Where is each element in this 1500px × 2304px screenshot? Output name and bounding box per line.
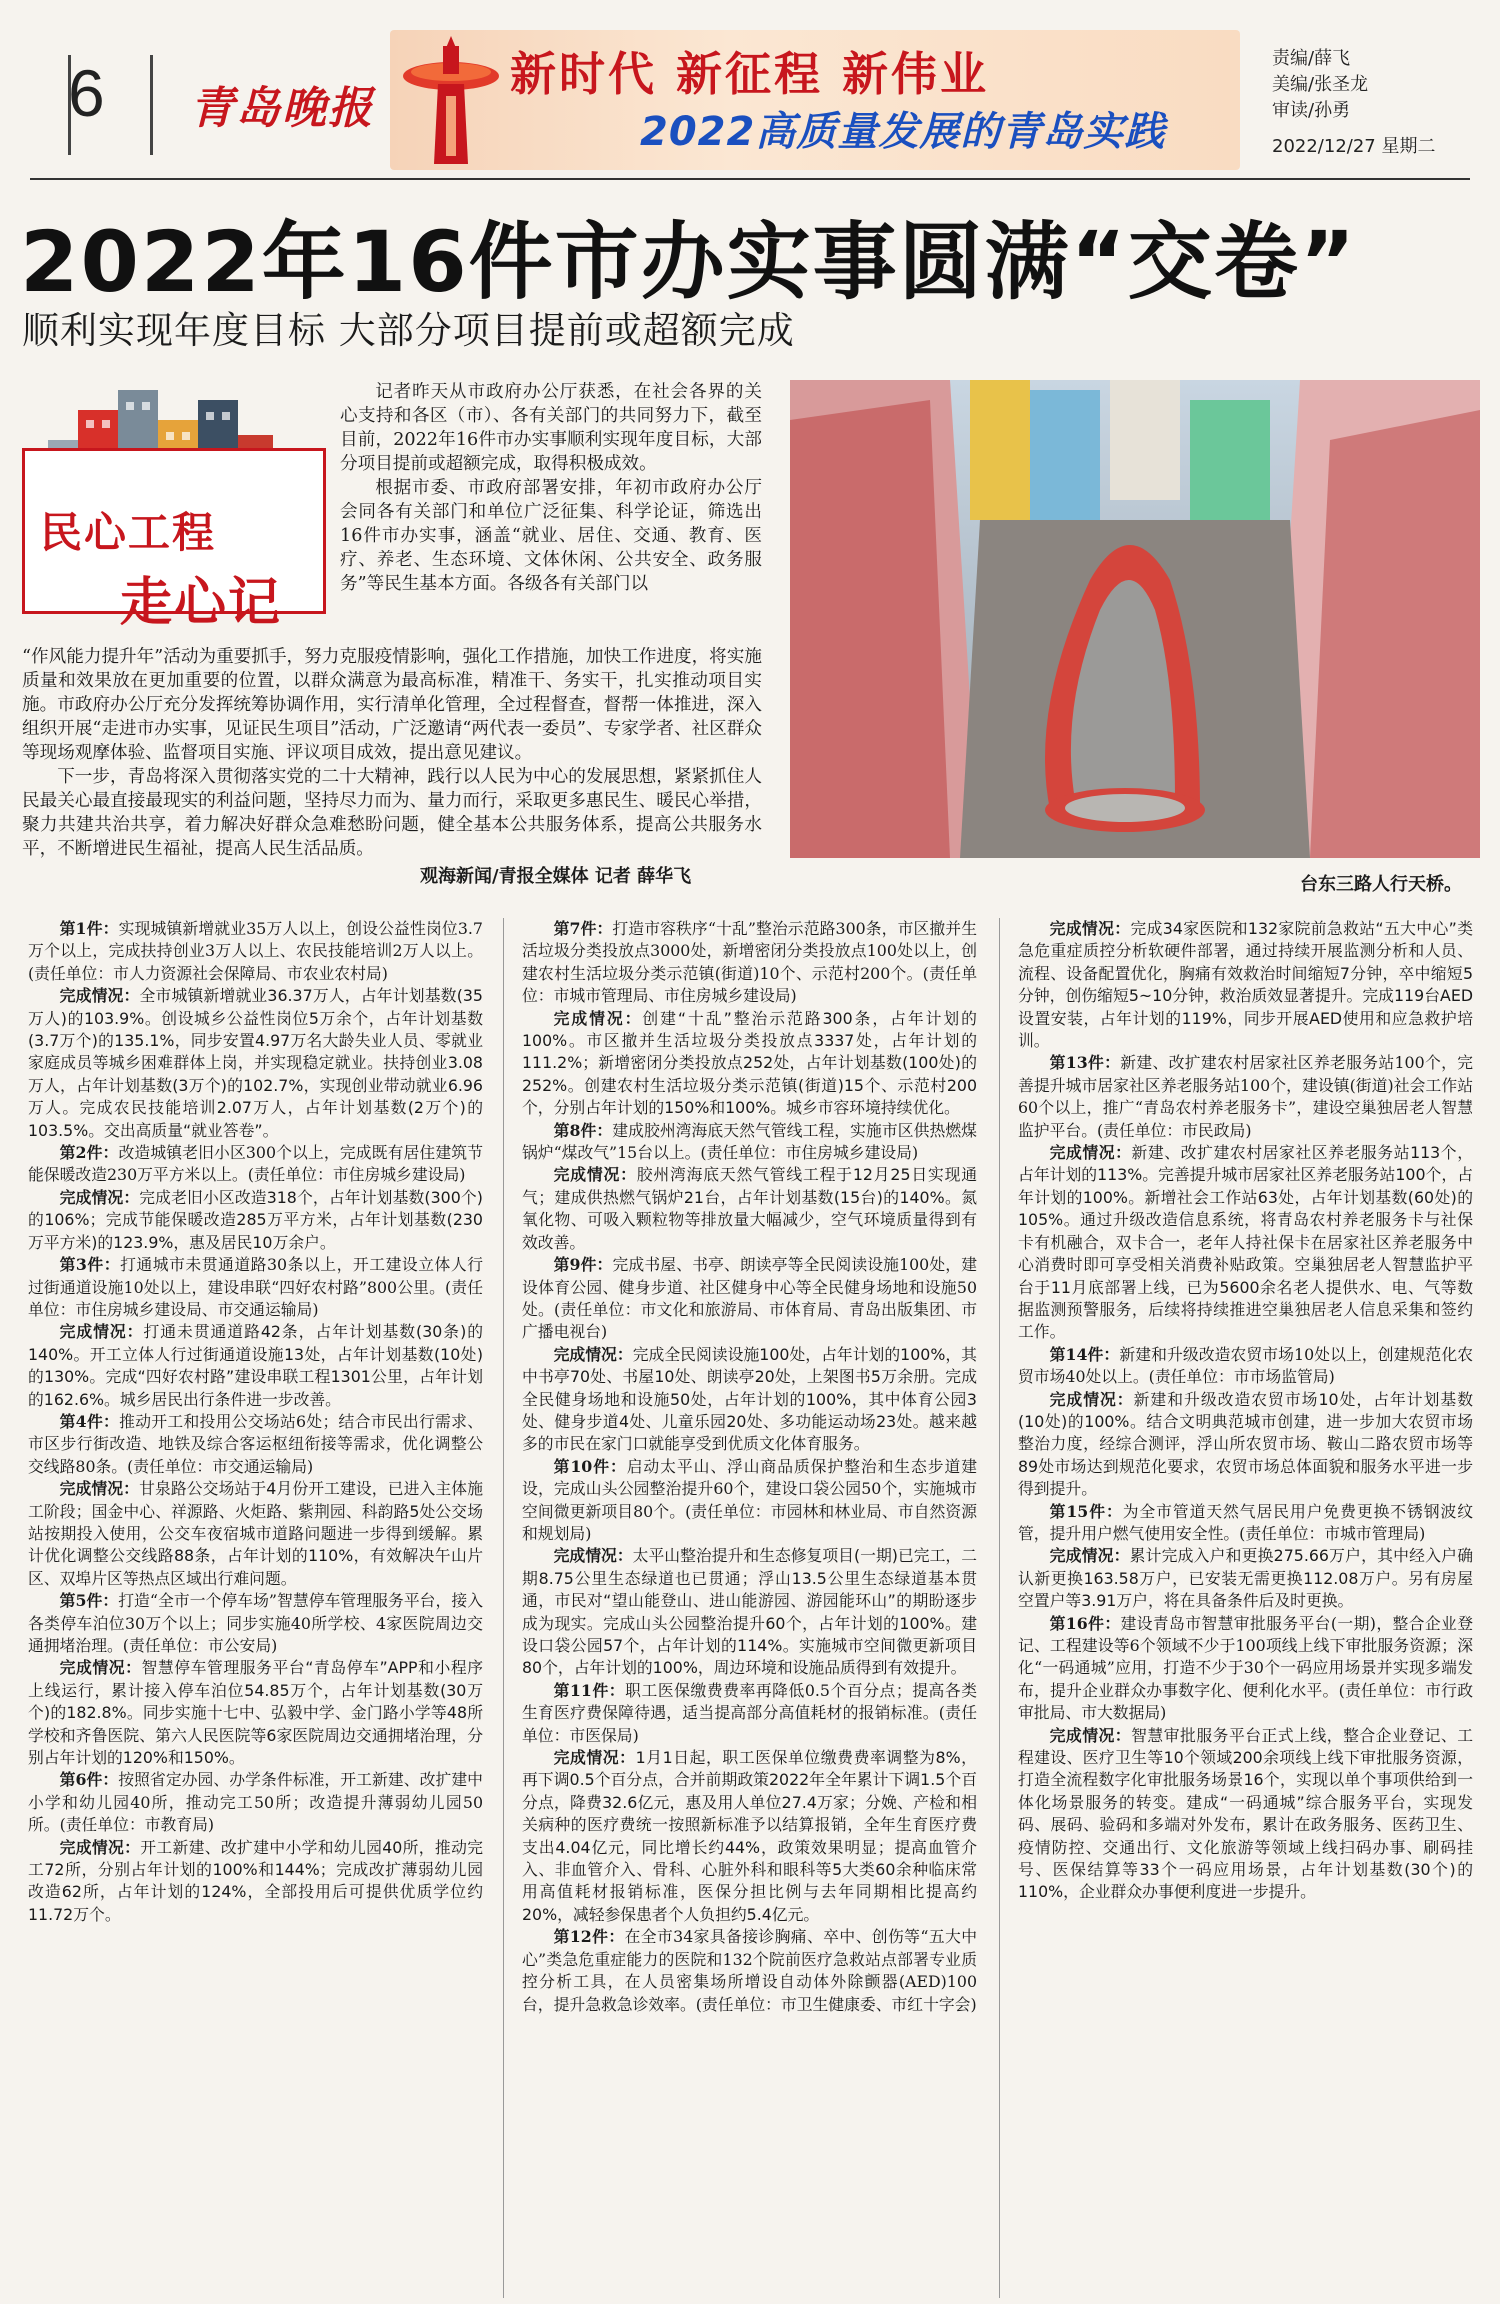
item-result: 完成全民阅读设施100处，占年计划的100%，其中书亭70处、书屋10处、朗读亭20处，上架图书5万余册。完成全民健身场地和设施50处，占年计划的100%，其中体育公园3处、健身步道4处、儿童乐园20处、多功能运动场23处。越来越多的市民在家门口就能享受到优质文化体育服务。 [522,1344,977,1454]
page-number: 6 [68,56,105,130]
item-number: 第1件： [59,919,119,938]
done-label: 完成情况： [1049,1546,1130,1566]
item-result: 新建和升级改造农贸市场10处，占年计划基数(10处)的100%。结合文明典范城市创建，进一步加大农贸市场整治力度，经综合测评，浮山所农贸市场、鞍山二路农贸市场等89处市场达到规范化要求，农贸市场总体面貌和服务水平进一步得到提升。 [1018,1389,1473,1499]
done-label: 完成情况： [1049,1725,1132,1745]
item-9 [522,1254,977,1456]
done-label: 完成情况： [553,1546,633,1566]
item-number: 第8件： [553,1120,613,1140]
item-5 [28,1590,483,1769]
item-number: 第14件： [1049,1344,1120,1364]
item-result: 创建“十乱”整治示范路300条，占年计划的100%。市区撤并生活垃圾分类投放点3337处，占年计划的111.2%；新增密闭分类投放点252处，占年计划基数(100处)的252%。创建农村生活垃圾分类示范镇(街道)15个、示范村200个，分别占年计划的150%和100%。城乡市容环境持续优化。 [522,1008,977,1118]
item-11 [522,1680,977,1926]
item-task: 打通城市未贯通道路30条以上，开工建设立体人行过街通道设施10处以上，建设串联“四好农村路”800公里。(责任单位：市住房城乡建设局、市交通运输局) [28,1255,483,1319]
item-result: 打通未贯通道路42条，占年计划基数(30条)的140%。开工立体人行过街通道设施13处，占年计划基数(10处)的130%。完成“四好农村路”建设串联工程1301公里，占年计划的162.6%。城乡居民出行条件进一步改善。 [28,1322,483,1409]
item-result: 累计完成入户和更换275.66万户，其中经入户确认新更换163.58万户，已安装无需更换112.08万户。另有房屋空置户等3.91万户，将在具备条件后及时更换。 [1018,1546,1473,1611]
item-task: 建设青岛市智慧审批服务平台(一期)，整合企业登记、工程建设等6个领域不少于100项线上线下审批服务资源；深化“一码通城”应用，打造不少于30个一码应用场景并实现多端发布，提升企业群众办事数字化、便利化水平。(责任单位：市行政审批局、市大数据局) [1018,1613,1474,1723]
banner-slogan-sub: 2022高质量发展的青岛实践 [640,109,1166,155]
done-label: 完成情况： [59,1479,140,1499]
item-13 [1018,1052,1473,1343]
credit-editor: 责编/薛飞 [1272,48,1351,69]
item-number: 第15件： [1049,1501,1123,1521]
item-10 [522,1456,977,1680]
done-label: 完成情况： [553,1748,636,1768]
done-label: 完成情况： [1049,919,1131,938]
byline: 观海新闻/青报全媒体 记者 薛华飞 [420,866,692,887]
issue-date: 2022/12/27 星期二 [1272,136,1436,157]
item-14 [1018,1344,1473,1501]
item-result: 1月1日起，职工医保单位缴费费率调整为8%，再下调0.5个百分点，合并前期政策2022年全年累计下调1.5个百分点，降费32.6亿元，惠及用人单位27.4万家；分娩、产检和相关病种的医疗费统一按照新标准予以结算报销，全年生育医疗费支出4.04亿元，同比增长约44%，政策效果明显；提高血管介入、非血管介入、骨科、心脏外科和眼科等5大类60余种临床常用高值耗材报销标准，医保分担比例与去年同期相比提高约20%，减轻参保患者个人负担约5.4亿元。 [522,1748,977,1924]
landmark-tower-icon [396,36,506,166]
header-rule [30,178,1470,180]
item-number: 第16件： [1049,1613,1121,1633]
column-divider-2 [999,918,1000,2298]
item-task: 在全市34家具备接诊胸痛、卒中、创伤等“五大中心”类急危重症能力的医院和132个院前医疗急救站点部署专业质控分析工具，在人员密集场所增设自动体外除颤器(AED)100台，提升急救急诊效率。(责任单位：市卫生健康委、市红十字会) [522,1927,977,2014]
item-result: 甘泉路公交场站于4月份开工建设，已进入主体施工阶段；国金中心、祥源路、火炬路、紫荆园、科韵路5处公交场站按期投入使用，公交车夜宿城市道路问题进一步得到缓解。累计优化调整公交线路88条，占年计划的110%，有效解决午山片区、双埠片区等热点区域出行难问题。 [28,1479,483,1588]
intro-block-bottom [22,645,762,861]
intro-paragraph-2-cont: “作风能力提升年”活动为重要抓手，努力克服疫情影响，强化工作措施，加快工作进度，将实施质量和效果放在更加重要的位置，以群众满意为最高标准，精准干、务实干，扎实推动项目实施。市政府办公厅充分发挥统筹协调作用，实行清单化管理，全过程督查，督帮一体推进，深入组织开展“走进市办实事，见证民生项目”活动，广泛邀请“两代表一委员”、专家学者、社区群众等现场观摩体验、监督项目实施、评议项目成效，提出意见建议。 [22,647,762,763]
done-label: 完成情况： [59,1187,140,1207]
item-1 [28,918,483,1142]
done-label: 完成情况： [553,1344,633,1364]
item-result: 智慧审批服务平台正式上线，整合企业登记、工程建设、医疗卫生等10个领域200余项线上线下审批服务资源，打造全流程数字化审批服务场景16个，实现以单个事项供给到一体化场景服务的转变。建成“一码通城”综合服务平台，实现发码、展码、验码和多端对外发布，累计在政务服务、医药卫生、疫情防控、交通出行、文化旅游等领域上线扫码办事、刷码挂号、医保结算等33个一码应用场景，占年计划基数(30个)的110%，企业群众办事便利度进一步提升。 [1018,1725,1473,1902]
item-7 [522,918,977,1120]
item-3 [28,1254,483,1411]
column-divider-1 [503,918,504,2298]
item-4 [28,1411,483,1590]
item-16 [1018,1613,1473,1904]
item-number: 第2件： [59,1143,119,1163]
item-result: 胶州湾海底天然气管线工程于12月25日实现通气；建成供热燃气锅炉21台，占年计划基数(15台)的140%。氮氧化物、可吸入颗粒物等排放量大幅减少，空气环境质量得到有效改善。 [522,1165,977,1252]
item-8 [522,1120,977,1254]
item-task: 职工医保缴费费率再降低0.5个百分点；提高各类生育医疗费保障待遇，适当提高部分高值耗材的报销标准。(责任单位：市医保局) [522,1680,978,1745]
item-task: 完成书屋、书亭、朗读亭等全民阅读设施100处，建设体育公园、健身步道、社区健身中心等全民健身场地和设施50处。(责任单位：市文化和旅游局、市体育局、青岛出版集团、市广播电视台) [522,1255,977,1342]
item-task: 打造市容秩序“十乱”整治示范路300条，市区撤并生活垃圾分类投放点3000处，新增密闭分类投放点100处以上，创建农村生活垃圾分类示范镇(街道)10个、示范村200个。(责任单位：市城市管理局、市住房城乡建设局) [522,919,977,1006]
done-label: 完成情况： [59,986,140,1006]
item-6 [28,1769,483,1926]
header-divider-right [150,55,153,155]
item-number: 第4件： [59,1411,120,1431]
item-number: 第11件： [553,1680,626,1700]
column-logo-line1: 民心工程 [40,508,217,557]
item-number: 第7件： [553,919,613,938]
banner-slogan-main: 新时代 新征程 新伟业 [510,47,990,101]
intro-paragraph-2-start: 根据市委、市政府部署安排，年初市政府办公厅会同各有关部门和单位广泛征集、科学论证，筛选出16件市办实事，涵盖“就业、居住、交通、教育、医疗、养老、生态环境、文体休闲、公共安全、政务服务”等民生基本方面。各级各有关部门以 [340,478,762,594]
item-result: 全市城镇新增就业36.37万人，占年计划基数(35万人)的103.9%。创设城乡公益性岗位5万余个，占年计划基数(3.7万个)的135.1%，同步安置4.97万名大龄失业人员、零就业家庭成员等城乡困难群体上岗，并实现稳定就业。扶持创业3.08万人，占年计划基数(3万个)的102.7%，实现创业带动就业6.96万人。完成农民技能培训2.07万人，占年计划基数(2万个)的103.5%。交出高质量“就业答卷”。 [28,986,483,1140]
item-number: 第9件： [553,1255,613,1275]
column-logo-line2: 走心记 [120,573,283,633]
intro-block-top [340,380,762,596]
item-task: 启动太平山、浮山商品质保护整治和生态步道建设，完成山头公园整治提升60个，建设口袋公园50个，实施城市空间微更新项目80个。(责任单位：市园林和林业局、市自然资源和规划局) [522,1456,977,1543]
item-task: 新建、改扩建农村居家社区养老服务站100个，完善提升城市居家社区养老服务站100个，建设镇(街道)社会工作站60个以上，推广“青岛农村养老服务卡”，建设空巢独居老人智慧监护平台。(责任单位：市民政局) [1018,1053,1474,1140]
item-number: 第13件： [1049,1053,1121,1073]
item-task: 建成胶州湾海底天然气管线工程，实施市区供热燃煤锅炉“煤改气”15台以上。(责任单位：市住房城乡建设局) [522,1120,977,1163]
item-15 [1018,1501,1473,1613]
done-label: 完成情况： [59,1658,142,1678]
item-number: 第5件： [59,1591,119,1611]
item-result: 智慧停车管理服务平台“青岛停车”APP和小程序上线运行，累计接入停车泊位54.85万个，占年计划基数(30万个)的182.8%。同步实施十七中、弘毅中学、金门路小学等48所学校和齐鲁医院、第六人民医院等6家医院周边交通拥堵治理，分别占年计划的120%和150%。 [28,1658,483,1768]
item-result: 完成34家医院和132家院前急救站“五大中心”类急危重症质控分析软硬件部署，通过持续开展监测分析和人员、流程、设备配置优化，胸痛有效救治时间缩短7分钟，卒中缩短5分钟，创伤缩短5~10分钟，救治质效显著提升。完成119台AED设置安装，占年计划的119%，同步开展AED使用和应急救护培训。 [1018,919,1473,1051]
headline: 2022年16件市办实事圆满“交卷” [20,213,1358,311]
item-result: 新建、改扩建农村居家社区养老服务站113个，占年计划的113%。完善提升城市居家社区养老服务站100个，占年计划的100%。新增社会工作站63处，占年计划基数(60处)的105%。通过升级改造信息系统，将青岛农村养老服务卡与社保卡有机融合，双卡合一，老年人持社保卡在居家社区养老服务中心消费时即可享受相关消费补贴政策。空巢独居老人智慧监护平台于11月底部署上线，已为5600余名老人提供水、电、气等数据监测预警服务，后续将持续推进空巢独居老人信息采集和签约工作。 [1018,1143,1473,1342]
done-label: 完成情况： [1049,1389,1134,1409]
intro-paragraph-1: 记者昨天从市政府办公厅获悉，在社会各界的关心支持和各区（市）、各有关部门的共同努力下，截至目前，2022年16件市办实事顺利实现年度目标，大部分项目提前或超额完成，取得积极成效。 [340,382,762,474]
item-12 [522,1926,977,2016]
item-12-result [1018,918,1473,1052]
item-number: 第12件： [553,1927,625,1947]
item-number: 第3件： [59,1255,121,1275]
done-label: 完成情况： [59,1322,144,1342]
intro-paragraph-3: 下一步，青岛将深入贯彻落实党的二十大精神，践行以人民为中心的发展思想，紧紧抓住人民最关心最直接最现实的利益问题，坚持尽力而为、量力而行，采取更多惠民生、暖民心举措，聚力共建共治共享，着力解决好群众急难愁盼问题，健全基本公共服务体系，提高公共服务水平，不断增进民生福祉，提高人民生活品质。 [22,767,762,859]
item-task: 改造城镇老旧小区300个以上，完成既有居住建筑节能保暖改造230万平方米以上。(责任单位：市住房城乡建设局) [28,1143,483,1185]
item-number: 第6件： [59,1770,119,1790]
item-task: 实现城镇新增就业35万人以上，创设公益性岗位3.7万个以上，完成扶持创业3万人以上、农民技能培训2万人以上。(责任单位：市人力资源社会保障局、市农业农村局) [28,919,483,983]
done-label: 完成情况： [59,1837,141,1857]
pedestrian-bridge-photo [790,380,1480,858]
item-task: 打造“全市一个停车场”智慧停车管理服务平台，接入各类停车泊位30万个以上；同步实施40所学校、4家医院周边交通拥堵治理。(责任单位：市公安局) [28,1591,484,1655]
item-task: 推动开工和投用公交场站6处；结合市民出行需求、市区步行街改造、地铁及综合客运枢纽衔接等需求，优化调整公交线路80条。(责任单位：市交通运输局) [28,1411,483,1476]
newspaper-name: 青岛晚报 [190,83,374,134]
done-label: 完成情况： [553,1165,637,1185]
item-task: 按照省定办园、办学条件标准，开工新建、改扩建中小学和幼儿园40所，推动完工50所；改造提升薄弱幼儿园50所。(责任单位：市教育局) [28,1770,483,1835]
items-column-2 [522,918,977,2016]
item-number: 第10件： [553,1456,627,1476]
credit-designer: 美编/张圣龙 [1272,74,1369,95]
item-result: 开工新建、改扩建中小学和幼儿园40所，推动完工72所，分别占年计划的100%和144%；完成改扩薄弱幼儿园改造62所，占年计划的124%，全部投用后可提供优质学位约11.72万个。 [28,1837,483,1924]
photo-caption: 台东三路人行天桥。 [1300,874,1462,895]
done-label: 完成情况： [1049,1143,1132,1163]
items-column-1 [28,918,483,1926]
item-result: 太平山整治提升和生态修复项目(一期)已完工，二期8.75公里生态绿道也已贯通；浮山13.5公里生态绿道基本贯通，市民对“望山能登山、进山能游园、游园能环山”的期盼逐步成为现实。完成山头公园整治提升60个，占年计划的100%。建设口袋公园57个，占年计划的114%。实施城市空间微更新项目80个，占年计划的100%，周边环境和设施品质得到有效提升。 [522,1546,977,1678]
item-task: 新建和升级改造农贸市场10处以上，创建规范化农贸市场40处以上。(责任单位：市市场监管局) [1018,1344,1474,1387]
item-result: 完成老旧小区改造318个，占年计划基数(300个)的106%；完成节能保暖改造285万平方米，占年计划基数(230万平方米)的123.9%，惠及居民10万余户。 [28,1187,483,1252]
credit-proofreader: 审读/孙勇 [1272,100,1351,121]
item-2 [28,1142,483,1254]
items-column-3 [1018,918,1473,1904]
subheadline: 顺利实现年度目标 大部分项目提前或超额完成 [22,309,795,352]
item-task: 为全市管道天然气居民用户免费更换不锈钢波纹管，提升用户燃气使用安全性。(责任单位：市城市管理局) [1018,1501,1473,1543]
done-label: 完成情况： [553,1008,643,1028]
